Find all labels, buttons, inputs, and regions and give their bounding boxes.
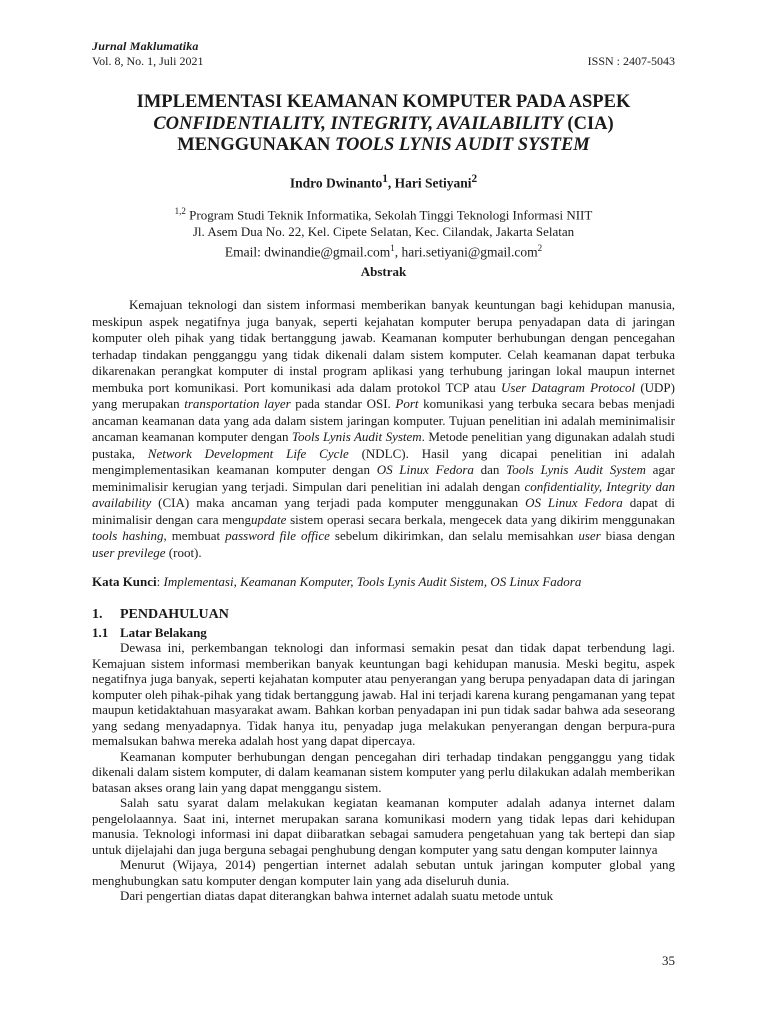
body-paragraph: Keamanan komputer berhubungan dengan pencegahan diri terhadap tindakan pengganggu yang tidak dikenali dalam sistem komputer, di dalam keamanan sistem komputer yang perlu dilakukan adalah memberikan batasan akses orang lain yang dapat menggangu sistem. — [92, 748, 675, 795]
title-line-1: IMPLEMENTASI KEAMANAN KOMPUTER PADA ASPEK — [136, 92, 631, 112]
header-line — [92, 54, 675, 69]
authors: Indro Dwinanto$^1$, Hari Setiyani$^2$ — [289, 173, 478, 191]
body-paragraph: Dewasa ini, perkembangan teknologi dan informasi semakin pesat dan tidak dapat terbendung lagi. Kemajuan sistem informasi memberikan banyak keuntungan bagi kehidupan manusia. Meski begitu, aspek negatifnya juga banyak, seperti kejahatan komputer atau penyerangan yang berupa penyadapan data di jaringan komputer oleh pihak-pihak yang tidak bertanggung jawab. Hal ini terjadi karena kurang pengamanan yang tepat maupun ketidaktahuan masyarakat awam. Bahkan korban penyadapan ini pun tidak sadar bahwa ada seseorang yang sedang menyadapnya. Tidak hanya itu, penyadap juga melakukan penyerangan dengan berpura-pura memalsukan bahwa mereka adalah host yang dapat dipercaya. — [92, 640, 675, 748]
volume-info: Vol. 8, No. 1, Juli 2021 — [92, 54, 204, 68]
subsection-heading: 1.1 Latar Belakang — [92, 625, 207, 640]
title-line-3: MENGGUNAKAN TOOLS LYNIS AUDIT SYSTEM — [177, 135, 590, 155]
author-2: Hari Setiyani — [394, 175, 472, 191]
keywords-label: Kata Kunci — [92, 574, 157, 589]
paper-title — [92, 92, 675, 157]
author-emails: Email: dwinandie@gmail.com$^1$, hari.setiyani@gmail.com$^2$ — [224, 243, 543, 260]
abstract-body: Kemajuan teknologi dan sistem informasi memberikan banyak keuntungan bagi kehidupan manusia, meskipun aspek negatifnya juga banyak, seperti kejahatan komputer berupa penyadapan data di jaringan komputer oleh pihak yang tidak bertanggung jawab. Keamanan komputer berhubungan dengan pencegahan terhadap tindakan pengganggu yang tidak dikenali dalam sistem komputer. Celah keamanan dapat terbuka dikarenakan perangkat komputer di instal program aplikasi yang terhubung jaringan lokal maupun internet membuka port komunikasi. Port komunikasi ada dalam protokol TCP atau User Datagram Protocol (UDP) yang merupakan transportation layer pada standar OSI. Port komunikasi yang terbuka secara bebas menjadi ancaman keamanan data yang ada dalam sistem jaringan komputer. Tujuan penelitian ini adalah meminimalisir ancaman keamanan komputer dengan Tools Lynis Audit System. Metode penelitian yang digunakan adalah studi pustaka, Network Development Life Cycle (NDLC). Hasil yang dicapai penelitian ini adalah mengimplementasikan keamanan komputer dengan OS Linux Fedora dan Tools Lynis Audit System agar meminimalisir kerugian yang terjadi. Simpulan dari penelitian ini adalah dengan confidentiality, Integrity dan availability (CIA) maka ancaman yang terjadi pada komputer menggunakan OS Linux Fedora dapat di minimalisir dengan cara mengupdate sistem operasi secara berkala, mengecek data yang dikirim menggunakan tools hashing, membuat password file office sebelum dikirimkan, dan selalu memisahkan user biasa dengan user previlege (root). — [92, 297, 676, 560]
body-paragraph: Menurut (Wijaya, 2014) pengertian internet adalah sebutan untuk jaringan komputer global yang menghubungkan satu komputer dengan komputer lain yang ada diseluruh dunia. — [92, 857, 675, 888]
title-line-2: CONFIDENTIALITY, INTEGRITY, AVAILABILITY (CIA) — [153, 113, 614, 134]
affiliation-address: Jl. Asem Dua No. 22, Kel. Cipete Selatan, Kec. Cilandak, Jakarta Selatan — [192, 223, 575, 239]
affiliation — [92, 203, 675, 261]
body-paragraph: Dari pengertian diatas dapat diterangkan bahwa internet adalah suatu metode untuk — [120, 888, 554, 903]
keywords: Kata Kunci: Implementasi, Keamanan Komputer, Tools Lynis Audit Sistem, OS Linux Fadora — [92, 574, 582, 589]
page-number: 35 — [662, 953, 675, 968]
affiliation-program: $^{1,2}$ Program Studi Teknik Informatika, Sekolah Tinggi Teknologi Informasi NIIT — [174, 206, 593, 223]
keywords-text: Implementasi, Keamanan Komputer, Tools Lynis Audit Sistem, OS Linux Fadora — [163, 574, 582, 589]
section-heading: 1. PENDAHULUAN — [92, 607, 229, 622]
body-paragraph: Salah satu syarat dalam melakukan kegiatan keamanan komputer adalah adanya internet dalam pengelolaannya. Saat ini, internet merupakan sarana komunikasi modern yang tidak lepas dari kehidupan manusia. Teknologi informasi ini dapat diibaratkan sebagai samudera pengetahuan yang tak bertepi dan siap untuk dijelajahi dan juga berguna sebagai penghubung dengan komputer yang satu dengan komputer lainnya — [92, 795, 675, 857]
author-1: Indro Dwinanto — [289, 175, 383, 191]
abstract-heading: Abstrak — [360, 264, 407, 279]
section-body — [92, 640, 675, 904]
issn: ISSN : 2407-5043 — [587, 54, 675, 68]
journal-name: Jurnal Maklumatika — [92, 39, 199, 53]
